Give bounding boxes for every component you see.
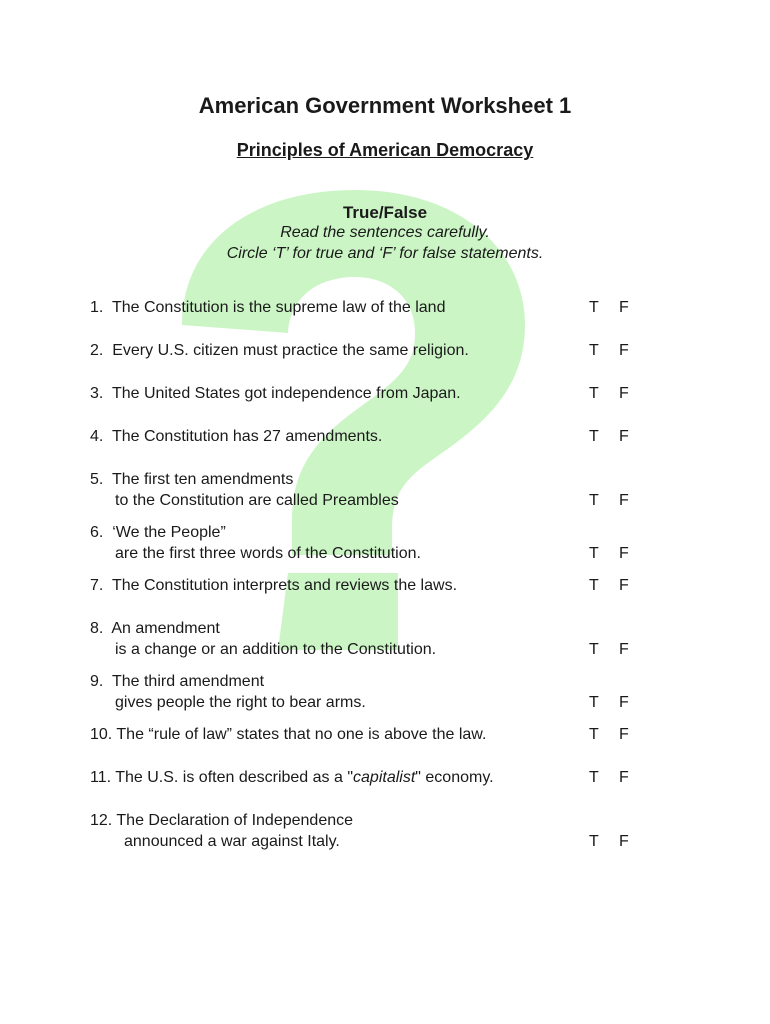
q5-true-option[interactable]: T bbox=[589, 492, 599, 509]
q11-true-option[interactable]: T bbox=[589, 769, 599, 786]
question-5 bbox=[90, 469, 570, 511]
question-number: 7. bbox=[90, 577, 104, 594]
subtitle-text: Principles of American Democracy bbox=[236, 140, 534, 160]
question-text-continued: gives people the right to bear arms. bbox=[115, 694, 366, 711]
q2-true-option[interactable]: T bbox=[589, 342, 599, 359]
q12-false-option[interactable]: F bbox=[619, 833, 629, 850]
question-number: 12. bbox=[90, 812, 113, 829]
q9-false-option[interactable]: F bbox=[619, 694, 629, 711]
question-number: 4. bbox=[90, 428, 104, 445]
question-4 bbox=[90, 426, 570, 447]
q3-false-option[interactable]: F bbox=[619, 385, 629, 402]
question-number: 10. bbox=[90, 726, 113, 743]
question-number: 6. bbox=[90, 524, 104, 541]
q6-true-option[interactable]: T bbox=[589, 545, 599, 562]
question-text-continued: is a change or an addition to the Constitution. bbox=[115, 641, 437, 658]
q8-false-option[interactable]: F bbox=[619, 641, 629, 658]
q4-false-option[interactable]: F bbox=[619, 428, 629, 445]
q10-false-option[interactable]: F bbox=[619, 726, 629, 743]
question-6 bbox=[90, 522, 570, 564]
question-text: An amendment bbox=[111, 620, 220, 637]
page-title: American Government Worksheet 1 bbox=[198, 93, 572, 118]
q7-false-option[interactable]: F bbox=[619, 577, 629, 594]
q10-true-option[interactable]: T bbox=[589, 726, 599, 743]
q11-false-option[interactable]: F bbox=[619, 769, 629, 786]
question-number: 11. bbox=[90, 769, 112, 786]
question-text: The “rule of law” states that no one is above the law. bbox=[116, 726, 487, 743]
q1-false-option[interactable]: F bbox=[619, 299, 629, 316]
question-text-continued: are the first three words of the Constitution. bbox=[115, 545, 421, 562]
question-number: 1. bbox=[90, 299, 104, 316]
question-3 bbox=[90, 383, 570, 404]
question-emphasis: capitalist bbox=[353, 769, 416, 786]
q5-false-option[interactable]: F bbox=[619, 492, 629, 509]
question-text-end: " economy. bbox=[415, 769, 494, 786]
q4-true-option[interactable]: T bbox=[589, 428, 599, 445]
instruction-line-2: Circle ‘T’ for true and ‘F’ for false statements. bbox=[226, 245, 544, 262]
question-text: The Constitution has 27 amendments. bbox=[111, 428, 383, 445]
q8-true-option[interactable]: T bbox=[589, 641, 599, 658]
question-text-continued: to the Constitution are called Preambles bbox=[115, 492, 399, 509]
q1-true-option[interactable]: T bbox=[589, 299, 599, 316]
question-text: ‘We the People” bbox=[112, 524, 226, 541]
question-text: Every U.S. citizen must practice the same religion. bbox=[112, 342, 469, 359]
question-text: The U.S. is often described as a " bbox=[115, 769, 354, 786]
question-1 bbox=[90, 297, 570, 318]
question-10 bbox=[90, 724, 570, 745]
question-text: The Constitution is the supreme law of the land bbox=[111, 299, 446, 316]
question-text-continued: announced a war against Italy. bbox=[124, 833, 340, 850]
question-number: 9. bbox=[90, 673, 104, 690]
q7-true-option[interactable]: T bbox=[589, 577, 599, 594]
question-text: The Constitution interprets and reviews the laws. bbox=[111, 577, 458, 594]
question-8 bbox=[90, 618, 570, 660]
question-11 bbox=[90, 767, 570, 788]
q6-false-option[interactable]: F bbox=[619, 545, 629, 562]
q9-true-option[interactable]: T bbox=[589, 694, 599, 711]
q2-false-option[interactable]: F bbox=[619, 342, 629, 359]
question-number: 5. bbox=[90, 471, 104, 488]
question-text: The first ten amendments bbox=[111, 471, 294, 488]
question-2 bbox=[90, 340, 570, 361]
page-subtitle bbox=[0, 140, 770, 161]
question-text: The United States got independence from Japan. bbox=[111, 385, 461, 402]
q12-true-option[interactable]: T bbox=[589, 833, 599, 850]
question-text: The Declaration of Independence bbox=[116, 812, 354, 829]
q3-true-option[interactable]: T bbox=[589, 385, 599, 402]
question-number: 3. bbox=[90, 385, 104, 402]
section-heading: True/False bbox=[342, 203, 428, 222]
question-number: 2. bbox=[90, 342, 104, 359]
instruction-line-1: Read the sentences carefully. bbox=[280, 224, 490, 241]
question-9 bbox=[90, 671, 570, 713]
question-7 bbox=[90, 575, 570, 596]
question-12 bbox=[90, 810, 570, 852]
question-number: 8. bbox=[90, 620, 104, 637]
question-text: The third amendment bbox=[111, 673, 265, 690]
